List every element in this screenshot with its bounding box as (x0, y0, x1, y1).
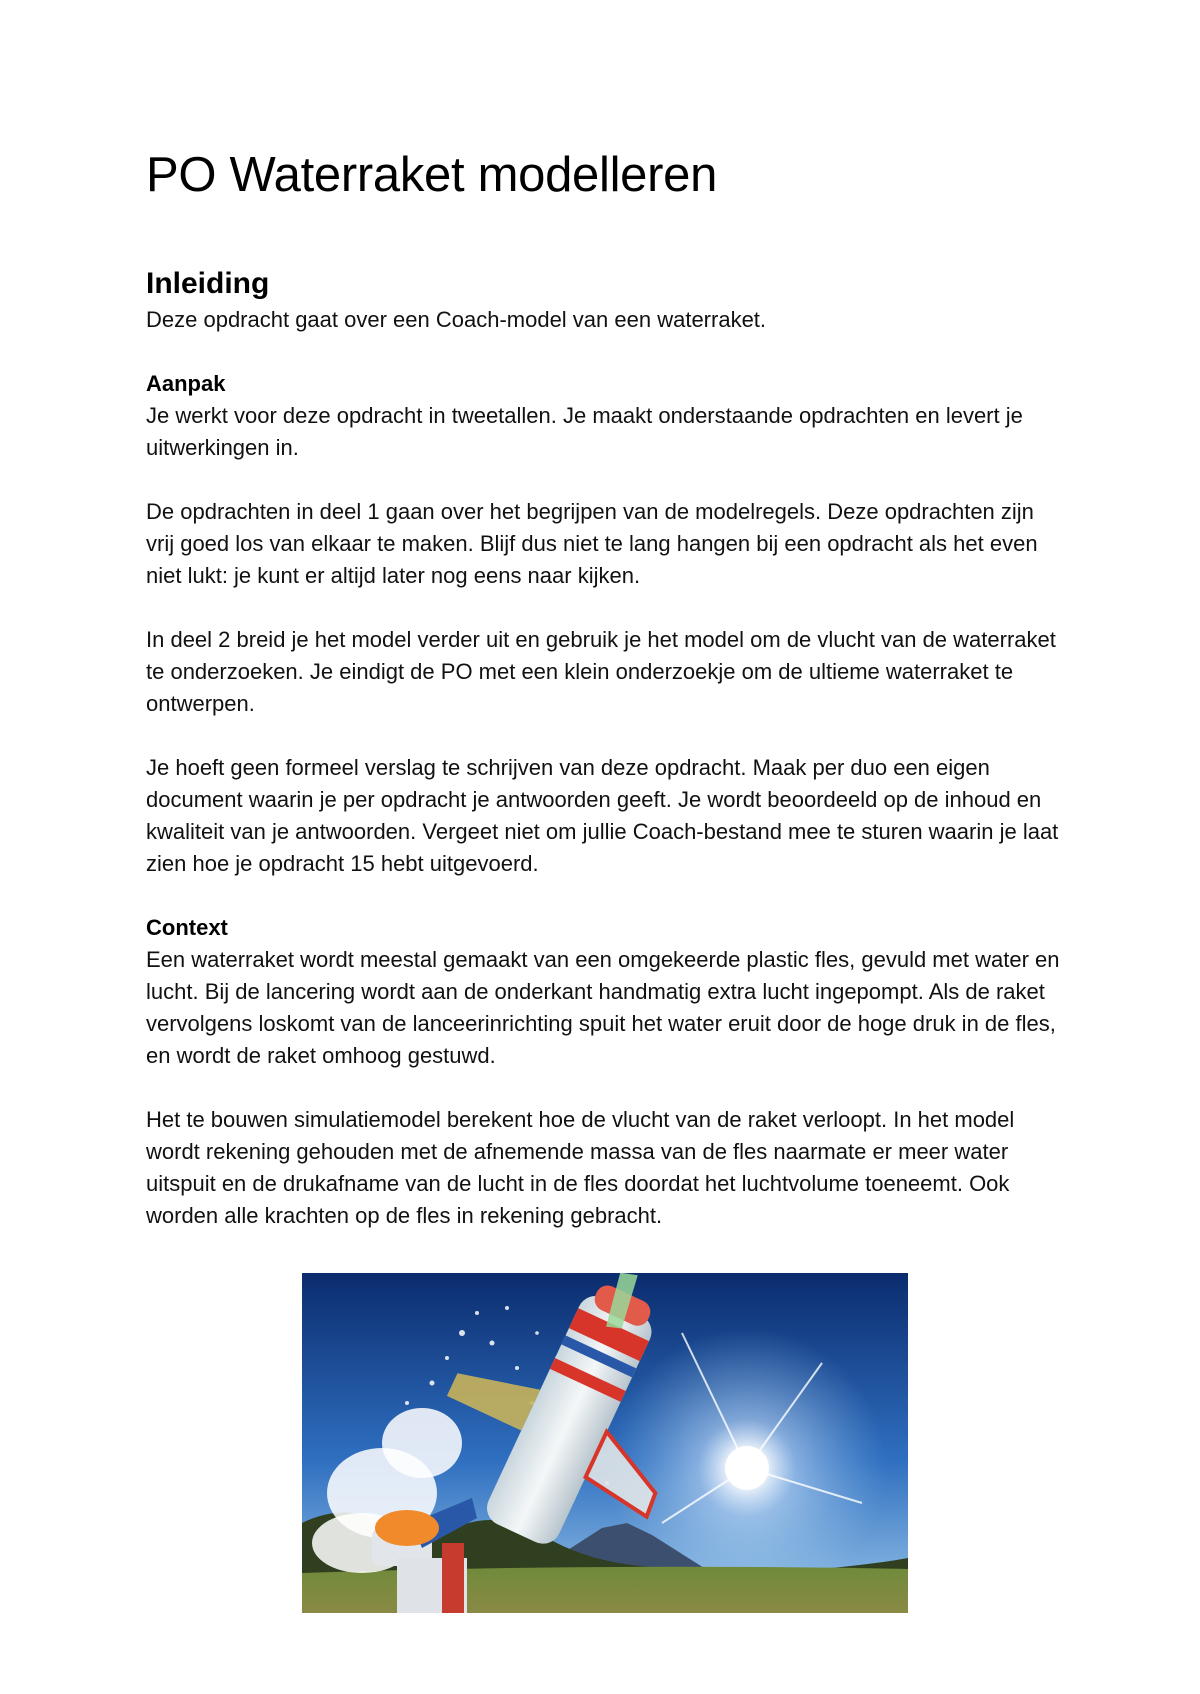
section-heading-inleiding: Inleiding (146, 267, 270, 300)
section-heading-aanpak: Aanpak (146, 371, 226, 396)
paragraph-aanpak-2: De opdrachten in deel 1 gaan over het begrijpen van de modelregels. Deze opdrachten zijn vrij goed los van elkaar te maken. Blijf dus niet te lang hangen bij een opdracht als het even niet lukt: je kunt er altijd later nog eens naar kijken. (146, 499, 1038, 588)
document-page (146, 140, 1066, 1232)
water-rocket-photo (302, 1273, 908, 1613)
paragraph-aanpak-1: Je werkt voor deze opdracht in tweetallen. Je maakt onderstaande opdrachten en levert je uitwerkingen in. (146, 403, 1023, 460)
paragraph-inleiding-1: Deze opdracht gaat over een Coach-model van een waterraket. (146, 307, 767, 332)
document-title: PO Waterraket modelleren (146, 148, 718, 202)
paragraph-context-2: Het te bouwen simulatiemodel berekent hoe de vlucht van de raket verloopt. In het model wordt rekening gehouden met de afnemende massa van de fles naarmate er meer water uitspuit en de drukafname van de lucht in de fles doordat het luchtvolume toeneemt. Ook worden alle krachten op de fles in rekening gebracht. (146, 1107, 1015, 1228)
section-heading-context: Context (146, 915, 228, 940)
paragraph-aanpak-3: In deel 2 breid je het model verder uit en gebruik je het model om de vlucht van de waterraket te onderzoeken. Je eindigt de PO met een klein onderzoekje om de ultieme waterraket te ontwerpen. (146, 627, 1056, 716)
paragraph-context-1: Een waterraket wordt meestal gemaakt van een omgekeerde plastic fles, gevuld met water en lucht. Bij de lancering wordt aan de onderkant handmatig extra lucht ingepompt. Als de raket vervolgens loskomt van de lanceerinrichting spuit het water eruit door de hoge druk in de fles, en wordt de raket omhoog gestuwd. (146, 947, 1060, 1068)
paragraph-aanpak-4: Je hoeft geen formeel verslag te schrijven van deze opdracht. Maak per duo een eigen document waarin je per opdracht je antwoorden geeft. Je wordt beoordeeld op de inhoud en kwaliteit van je antwoorden. Vergeet niet om jullie Coach-bestand mee te sturen waarin je laat zien hoe je opdracht 15 hebt uitgevoerd. (146, 755, 1059, 876)
